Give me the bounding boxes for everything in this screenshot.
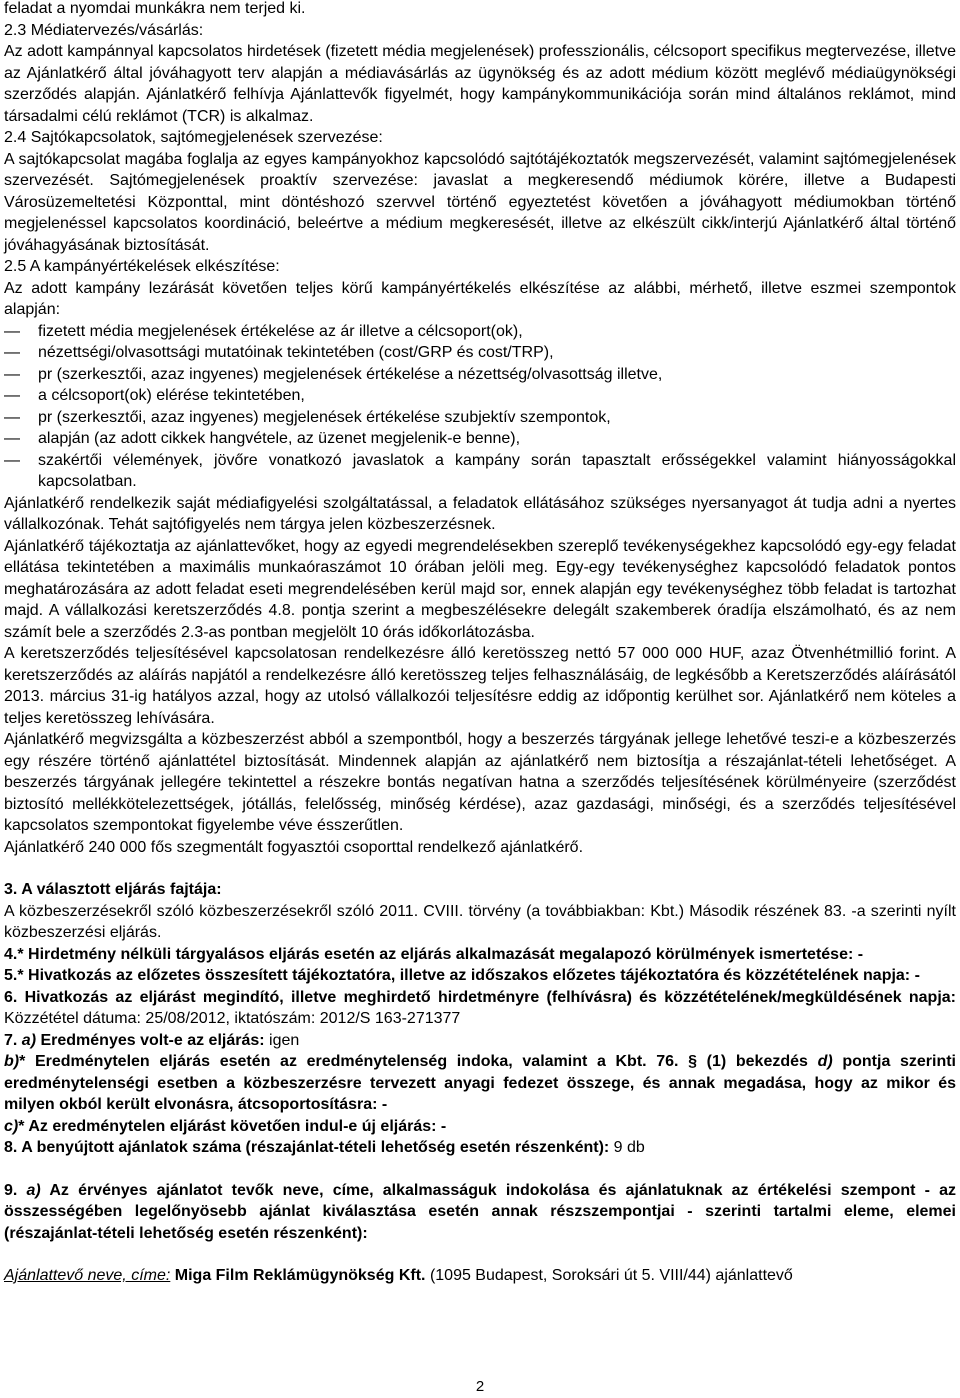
section-7b-text-1: * Eredménytelen eljárás esetén az eredménytelenség indoka, valamint a Kbt. 76. § (1) bekezdés [19,1053,808,1070]
section-7b-text-2: pontja szerinti eredménytelenségi esetben a közbeszerzésre tervezett anyagi fedezet összege, és annak megadása, hogy az mikor és milyen okból került elvonásra, átcsoportosításra: - [4,1053,956,1113]
list-item [4,450,956,493]
page-number: 2 [475,1378,485,1395]
section-2-4-body: A sajtókapcsolat magába foglalja az egyes kampányokhoz kapcsolódó sajtótájékoztatók megszervezését, valamint sajtómegjelenések szervezését. Sajtómegjelenések proaktív szervezése: javaslat a megkeresendő médiumok körére, illetve a Budapesti Városüzemeltetési Központtal, mint döntéshozó szervvel történő egyeztetést követően a jóváhagyott médiumokban történő megjelenéssel kapcsolatos koordináció, beleértve a médium megkeresését, illetve az elkészült cikk/interjú Ajánlatkérő által történő jóváhagyásának biztosítását. [4,150,956,254]
section-9-letter: a) [26,1181,41,1199]
section-7c-text: * Az eredménytelen eljárást követően indul-e új eljárás: - [18,1117,447,1135]
document-page [4,0,956,1287]
section-7b-letter: b) [4,1053,20,1070]
list-item [4,321,956,343]
section-7a-value: igen [269,1031,300,1049]
section-4-text: 4.* Hirdetmény nélküli tárgyalásos eljárás esetén az eljárás alkalmazását megalapozó körülmények ismertetése: - [4,945,864,963]
list-item [4,342,956,364]
paragraph-media-monitoring: Ajánlatkérő rendelkezik saját médiafigyelési szolgáltatással, a feladatok ellátásához szükséges nyersanyagot át tudja adni a nyertes vállalkozónak. Tehát sajtófigyelés nem tárgya jelen közbeszerzésnek. [4,494,956,533]
section-3-body: A közbeszerzésekről szóló közbeszerzésekről szóló 2011. CVIII. törvény (a továbbiakban: Kbt.) Második részének 83. -a szerinti nyílt közbeszerzési eljárás. [4,902,956,941]
evaluation-criteria-list [4,321,956,493]
section-7-number: 7. [4,1031,18,1049]
section-2-5-intro: Az adott kampány lezárását követően teljes körű kampányértékelés elkészítése az alábbi, mérhető, illetve eszmei szempontok alapján: [4,279,956,318]
bidder-name: Miga Film Reklámügynökség Kft. [174,1267,426,1284]
list-item [4,364,956,386]
list-item [4,385,956,407]
dash-bullet: — [4,344,20,361]
section-7a [4,1030,956,1052]
paragraph-partial-bids: Ajánlatkérő megvizsgálta a közbeszerzést abból a szempontból, hogy a beszerzés tárgyának jellege lehetővé teszi-e a közbeszerzés egy részére történő ajánlattétel biztosítását. Mindennek alapján az ajánlatkérő nem biztosítja a részajánlat-tételi lehetőséget. A beszerzés tárgyának jellegére tekintettel a részekre bontás negatívan hatna a szerződés teljesítésének körülményeire (szerződést biztosító mellékkötelezettségek, jótállás, felelősség, minőség kérdése), azaz gazdasági, minőségi, és a szerződés teljesítésével kapcsolatos szempontokat figyelembe véve ésszerűtlen. [4,731,956,834]
section-5-text: 5.* Hivatkozás az előzetes összesített tájékoztatóra, illetve az időszakos előzetes tájékoztatóra és közzétételének napja: - [4,967,920,984]
section-8 [4,1137,956,1159]
list-item-text: fizetett média megjelenések értékelése az ár illetve a célcsoport(ok), [38,322,523,340]
section-7c [4,1116,956,1138]
section-6 [4,987,956,1030]
section-7a-letter: a) [21,1031,37,1049]
section-8-label: 8. A benyújtott ajánlatok száma (részajánlat-tételi lehetőség esetén részenként): [4,1139,610,1156]
section-2-5-heading: 2.5 A kampányértékelések elkészítése: [4,258,280,275]
list-item [4,407,956,429]
list-item [4,428,956,450]
section-2-3-heading: 2.3 Médiatervezés/vásárlás: [4,21,204,39]
list-item-text: a célcsoport(ok) elérése tekintetében, [38,387,305,404]
section-3-heading: 3. A választott eljárás fajtája: [4,881,222,898]
section-7b [4,1051,956,1116]
dash-bullet: — [4,387,20,404]
bidder-details: (1095 Budapest, Soroksári út 5. VIII/44) ajánlattevő [429,1267,793,1284]
section-9 [4,1180,956,1245]
section-6-label: 6. Hivatkozás az eljárást megindító, illetve meghirdető hirdetményre (felhívásra) és közzétételének/megküldésének napja: [4,988,956,1006]
list-item-text: pr (szerkesztői, azaz ingyenes) megjelenések értékelése szubjektív szempontok, [38,408,611,426]
list-item-text: alapján (az adott cikkek hangvétele, az üzenet megjelenik-e benne), [38,430,521,447]
dash-bullet: — [4,430,20,447]
section-9-number: 9. [4,1181,18,1199]
section-8-value: 9 db [613,1139,645,1156]
section-7c-letter: c) [4,1117,19,1135]
dash-bullet: — [4,365,20,383]
bidder-label: Ajánlattevő neve, címe: [4,1267,171,1284]
bidder-line [4,1265,956,1287]
dash-bullet: — [4,408,20,426]
continued-line: feladat a nyomdai munkákra nem terjed ki. [4,0,306,17]
list-item-text: pr (szerkesztői, azaz ingyenes) megjelenések értékelése a nézettség/olvasottság illetve, [38,365,663,383]
section-9-text: Az érvényes ajánlatot tevők neve, címe, alkalmasságuk indokolása és ajánlatuknak az értékelési szempont - az összességében legelőnyösebb ajánlat kiválasztása esetén annak részszempontjai - szerinti tartalmi eleme, elemei (részajánlat-tételi lehetőség esetén részenként): [4,1181,956,1242]
section-7a-label: Eredményes volt-e az eljárás: [40,1031,265,1049]
section-2-3-body: Az adott kampánnyal kapcsolatos hirdetések (fizetett média megjelenések) professzionális, célcsoport specifikus megtervezése, illetve az Ajánlatkérő által jóváhagyott terv alapján a médiavásárlás az ügynökség és az adott médium között meglévő médiaügynökségi szerződés alapján. Ajánlatkérő felhívja Ajánlattevők figyelmét, hogy kampánykommunikációja során mind általános reklámot, mind társadalmi célú reklámot (TCR) is alkalmaz. [4,43,956,125]
paragraph-budget: A keretszerződés teljesítésével kapcsolatosan rendelkezésre álló keretösszeg nettó 57 000 000 HUF, azaz Ötvenhétmillió forint. A keretszerződés az aláírás napjától a rendelkezésre álló keretösszeg teljes felhasználásáig, de legkésőbb a Keretszerződés aláírásától 2013. március 31-ig hatályos azzal, hogy az utolsó vállalkozói teljesítésre eddig az időpontig kerülhet sor. Ajánlatkérő nem köteles a teljes keretösszeg lehívására. [4,645,956,727]
list-item-text: szakértői vélemények, jövőre vonatkozó javaslatok a kampány során tapasztalt erősségekkel valamint hiányosságokkal kapcsolatban. [38,451,956,490]
section-2-4-heading: 2.4 Sajtókapcsolatok, sajtómegjelenések szervezése: [4,129,383,146]
paragraph-work-hours: Ajánlatkérő tájékoztatja az ajánlattevőket, hogy az egyedi megrendelésekben szereplő tevékenységekhez kapcsolódó egy-egy feladat ellátása tekintetében a maximális munkaóraszámot 10 órában jelöli meg. Egy-egy tevékenységhez kapcsolódó feladatok pontos meghatározására az adott feladat eseti megrendelésében kerül majd sor, ennek alapján egy tevékenységhez több feladat is tartozhat majd. A vállalkozási keretszerződés 4.8. pontja szerint a megbeszélésekre delegált szakemberek óradíja elszámolható, és az nem számít bele a szerződés 2.3-as pontban megjelölt 10 órás időkorlátozásba. [4,537,956,641]
section-7b-d-letter: d) [817,1053,833,1070]
dash-bullet: — [4,322,20,340]
paragraph-consumer-group: Ajánlatkérő 240 000 fős szegmentált fogyasztói csoporttal rendelkező ajánlatkérő. [4,838,584,856]
list-item-text: nézettségi/olvasottsági mutatóinak tekintetében (cost/GRP és cost/TRP), [38,344,554,361]
section-6-value: Közzététel dátuma: 25/08/2012, iktatószám: 2012/S 163-271377 [4,1010,461,1027]
dash-bullet: — [4,451,20,469]
